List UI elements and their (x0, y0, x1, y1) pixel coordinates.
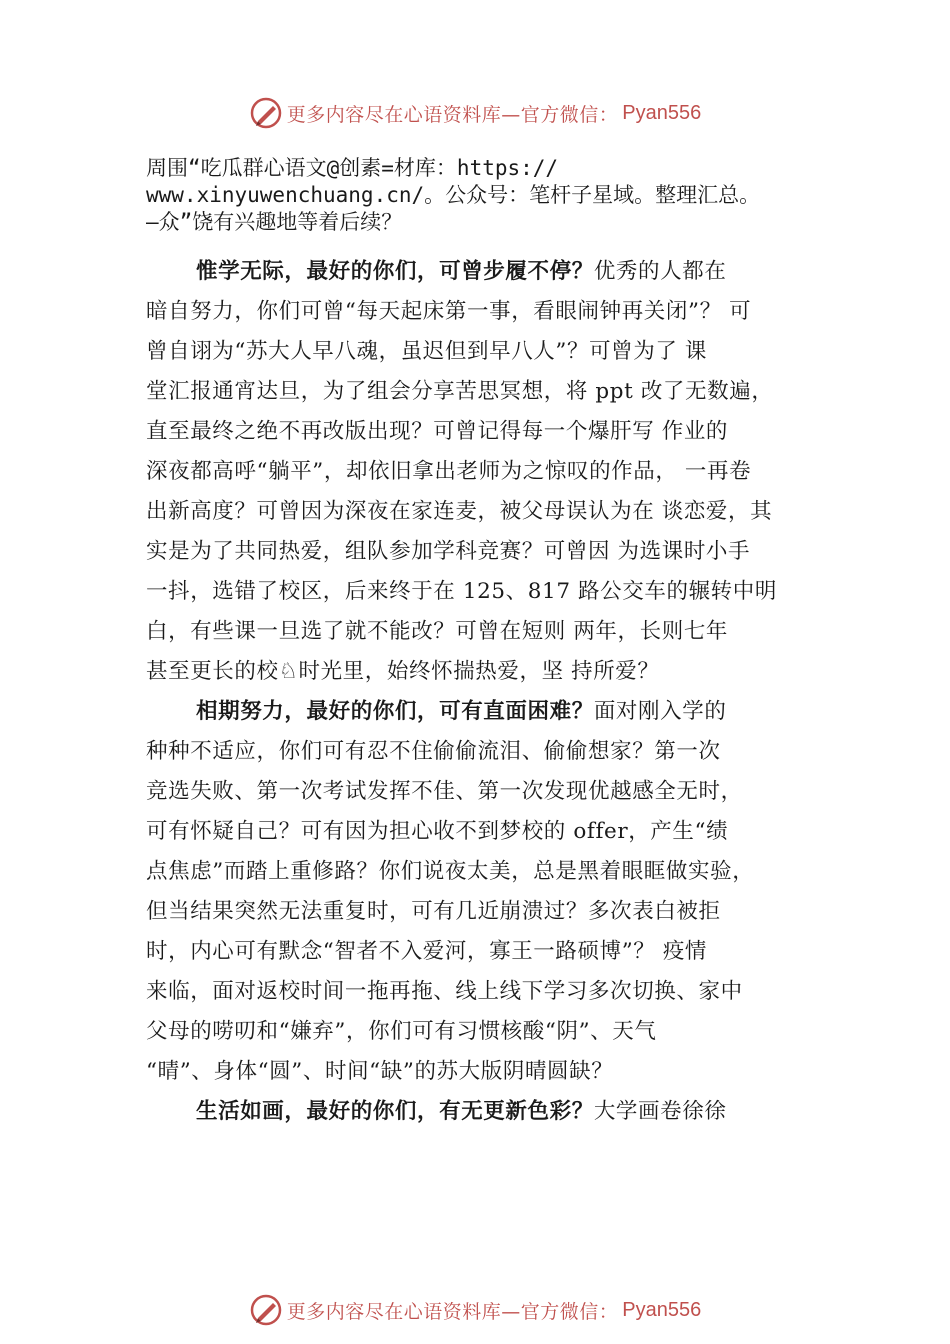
text-line: 父母的唠叨和“嫌弃”，你们可有习惯核酸“阴”、天气 (146, 1019, 657, 1044)
text-line: 深夜都高呼“躺平”，却依旧拿出老师为之惊叹的作品， 一再卷 (146, 459, 752, 484)
paragraph-text: 面对刚入学的 (593, 699, 727, 724)
paragraph-lead: 惟学无际，最好的你们，可曾步履不停？ (196, 259, 594, 284)
text-line: 种种不适应，你们可有忍不住偷偷流泪、偷偷想家？第一次 (146, 739, 721, 764)
intro-line: —众”饶有兴趣地等着后续？ (146, 210, 403, 234)
text-line: 甚至更长的校♘时光里，始终怀揣热爱，坚 持所爱？ (146, 659, 660, 684)
text-line: 点焦虑”而踏上重修路？你们说夜太美，总是黑着眼眶做实验， (146, 859, 755, 884)
watermark-wechat-id: Pyan556 (622, 1298, 702, 1321)
text-line: 曾自诩为“苏大人早八魂，虽迟但到早八人”？可曾为了 课 (146, 339, 708, 364)
text-line: 实是为了共同热爱，组队参加学科竞赛？可曾因 为选课时小手 (146, 539, 751, 564)
text-line: 出新高度？可曾因为深夜在家连麦，被父母误认为在 谈恋爱，其 (146, 499, 773, 524)
watermark-wechat-id: Pyan556 (622, 101, 702, 124)
watermark-text: 更多内容尽在心语资料库—官方微信： (286, 1300, 619, 1323)
intro-block (146, 155, 866, 236)
text-line: 堂汇报通宵达旦，为了组会分享苦思冥想，将 ppt 改了无数遍， (146, 379, 774, 404)
pen-logo-icon (249, 1293, 283, 1327)
paragraph-lead: 相期努力，最好的你们，可有直面困难？ (196, 699, 594, 724)
paragraph-first-line (146, 252, 856, 292)
watermark-banner-bottom (0, 1290, 950, 1330)
text-line: 但当结果突然无法重复时，可有几近崩溃过？多次表白被拒 (146, 899, 721, 924)
intro-line: 周围“吃瓜群心语文@创素=材库：https:// (146, 156, 559, 180)
paragraph-lead: 生活如画，最好的你们，有无更新色彩？ (196, 1099, 594, 1124)
text-line: 时，内心可有默念“智者不入爱河，寡王一路硕博”？ 疫情 (146, 939, 708, 964)
intro-line: www.xinyuwenchuang.cn/。公众号：笔杆子星域。整理汇总。 (146, 183, 761, 207)
text-line: 白，有些课一旦选了就不能改？可曾在短则 两年，长则七年 (146, 619, 729, 644)
text-line: 直至最终之绝不再改版出现？可曾记得每一个爆肝写 作业的 (146, 419, 729, 444)
text-line: 竞选失败、第一次考试发挥不佳、第一次发现优越感全无时， (146, 779, 743, 804)
paragraph-first-line (146, 1092, 856, 1132)
text-line: “晴”、身体“圆”、时间“缺”的苏大版阴晴圆缺？ (146, 1059, 614, 1084)
text-line: 一抖，选错了校区，后来终于在 125、817 路公交车的辗转中明 (146, 579, 777, 604)
paragraph-text: 优秀的人都在 (593, 259, 727, 284)
paragraph-text: 大学画卷徐徐 (593, 1099, 727, 1124)
text-line: 来临，面对返校时间一拖再拖、线上线下学习多次切换、家中 (146, 979, 743, 1004)
paragraph-first-line (146, 692, 856, 732)
article-body (146, 252, 856, 1132)
watermark-text: 更多内容尽在心语资料库—官方微信： (286, 103, 619, 126)
text-line: 可有怀疑自己？可有因为担心收不到梦校的 offer，产生“绩 (146, 819, 729, 844)
pen-logo-icon (249, 96, 283, 130)
text-line: 暗自努力，你们可曾“每天起床第一事，看眼闹钟再关闭”？ 可 (146, 299, 752, 324)
watermark-banner-top (0, 93, 950, 133)
